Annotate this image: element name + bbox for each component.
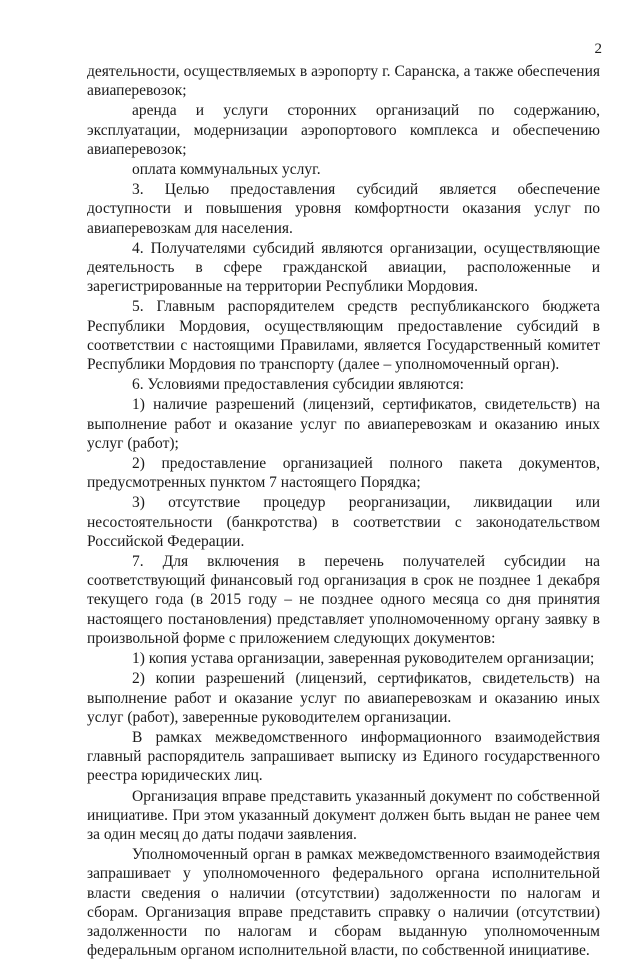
page-number: 2: [594, 41, 602, 57]
paragraph-6-1-licenses: 1) наличие разрешений (лицензий, сертификатов, свидетельств) на выполнение работ и оказание услуг по авиаперевозкам и оказанию иных услуг (работ);: [87, 396, 600, 452]
paragraph-4-recipients: 4. Получателями субсидий являются организации, осуществляющие деятельность в сфере гражданской авиации, расположенные и зарегистрированные на территории Республики Мордовия.: [87, 239, 600, 296]
paragraph-utilities: оплата коммунальных услуг.: [132, 161, 321, 179]
paragraph-5-administrator: 5. Главным распорядителем средств республиканского бюджета Республики Мордовия, осуществляющим предоставление субсидий в соответствии с настоящими Правилами, является Государственный комитет Республики Мордовия по транспорту (далее – уполномоченный орган).: [87, 298, 600, 374]
paragraph-7-application: 7. Для включения в перечень получателей субсидии на соответствующий финансовый год организация в срок не позднее 1 декабря текущего года (в 2015 году – не позднее одного месяца со дня принятия настоящего постановления) представляет уполномоченному органу заявку в произвольной форме с приложением следующих документов:: [87, 553, 600, 647]
paragraph-continuation: деятельности, осуществляемых в аэропорту г. Саранска, а также обеспечения авиаперевозок;: [87, 63, 600, 100]
document-body: [87, 62, 600, 961]
paragraph-6-conditions: 6. Условиями предоставления субсидии являются:: [132, 376, 464, 394]
paragraph-6-2-documents: 2) предоставление организацией полного пакета документов, предусмотренных пунктом 7 настоящего Порядка;: [87, 455, 600, 492]
paragraph-own-initiative: Организация вправе представить указанный документ по собственной инициативе. При этом указанный документ должен быть выдан не ранее чем за один месяц до даты подачи заявления.: [87, 787, 600, 843]
paragraph-6-3-no-bankruptcy: 3) отсутствие процедур реорганизации, ликвидации или несостоятельности (банкротства) в соответствии с законодательством Российской Федерации.: [87, 494, 600, 550]
paragraph-3-purpose: 3. Целью предоставления субсидий является обеспечение доступности и повышения уровня комфортности оказания услуг по авиаперевозкам для населения.: [87, 181, 600, 237]
paragraph-7-1-charter: 1) копия устава организации, заверенная руководителем организации;: [132, 650, 595, 668]
paragraph-registry-extract: В рамках межведомственного информационного взаимодействия главный распорядитель запрашивает выписку из Единого государственного реестра юридических лиц.: [87, 728, 600, 785]
paragraph-7-2-license-copies: 2) копии разрешений (лицензий, сертификатов, свидетельств) на выполнение работ и оказание услуг по авиаперевозкам и оказанию иных услуг (работ), заверенные руководителем организации.: [87, 670, 600, 726]
paragraph-tax-debt: Уполномоченный орган в рамках межведомственного взаимодействия запрашивает у уполномоченного федерального органа исполнительной власти сведения о наличии (отсутствии) задолженности по налогам и сборам. Организация вправе представить справку о наличии (отсутствии) задолженности по налогам и сборам выданную уполномоченным федеральным органом исполнительной власти, по собственной инициативе.: [87, 846, 600, 960]
paragraph-lease-services: аренда и услуги сторонних организаций по содержанию, эксплуатации, модернизации аэропортового комплекса и обеспечению авиаперевозок;: [87, 102, 600, 158]
